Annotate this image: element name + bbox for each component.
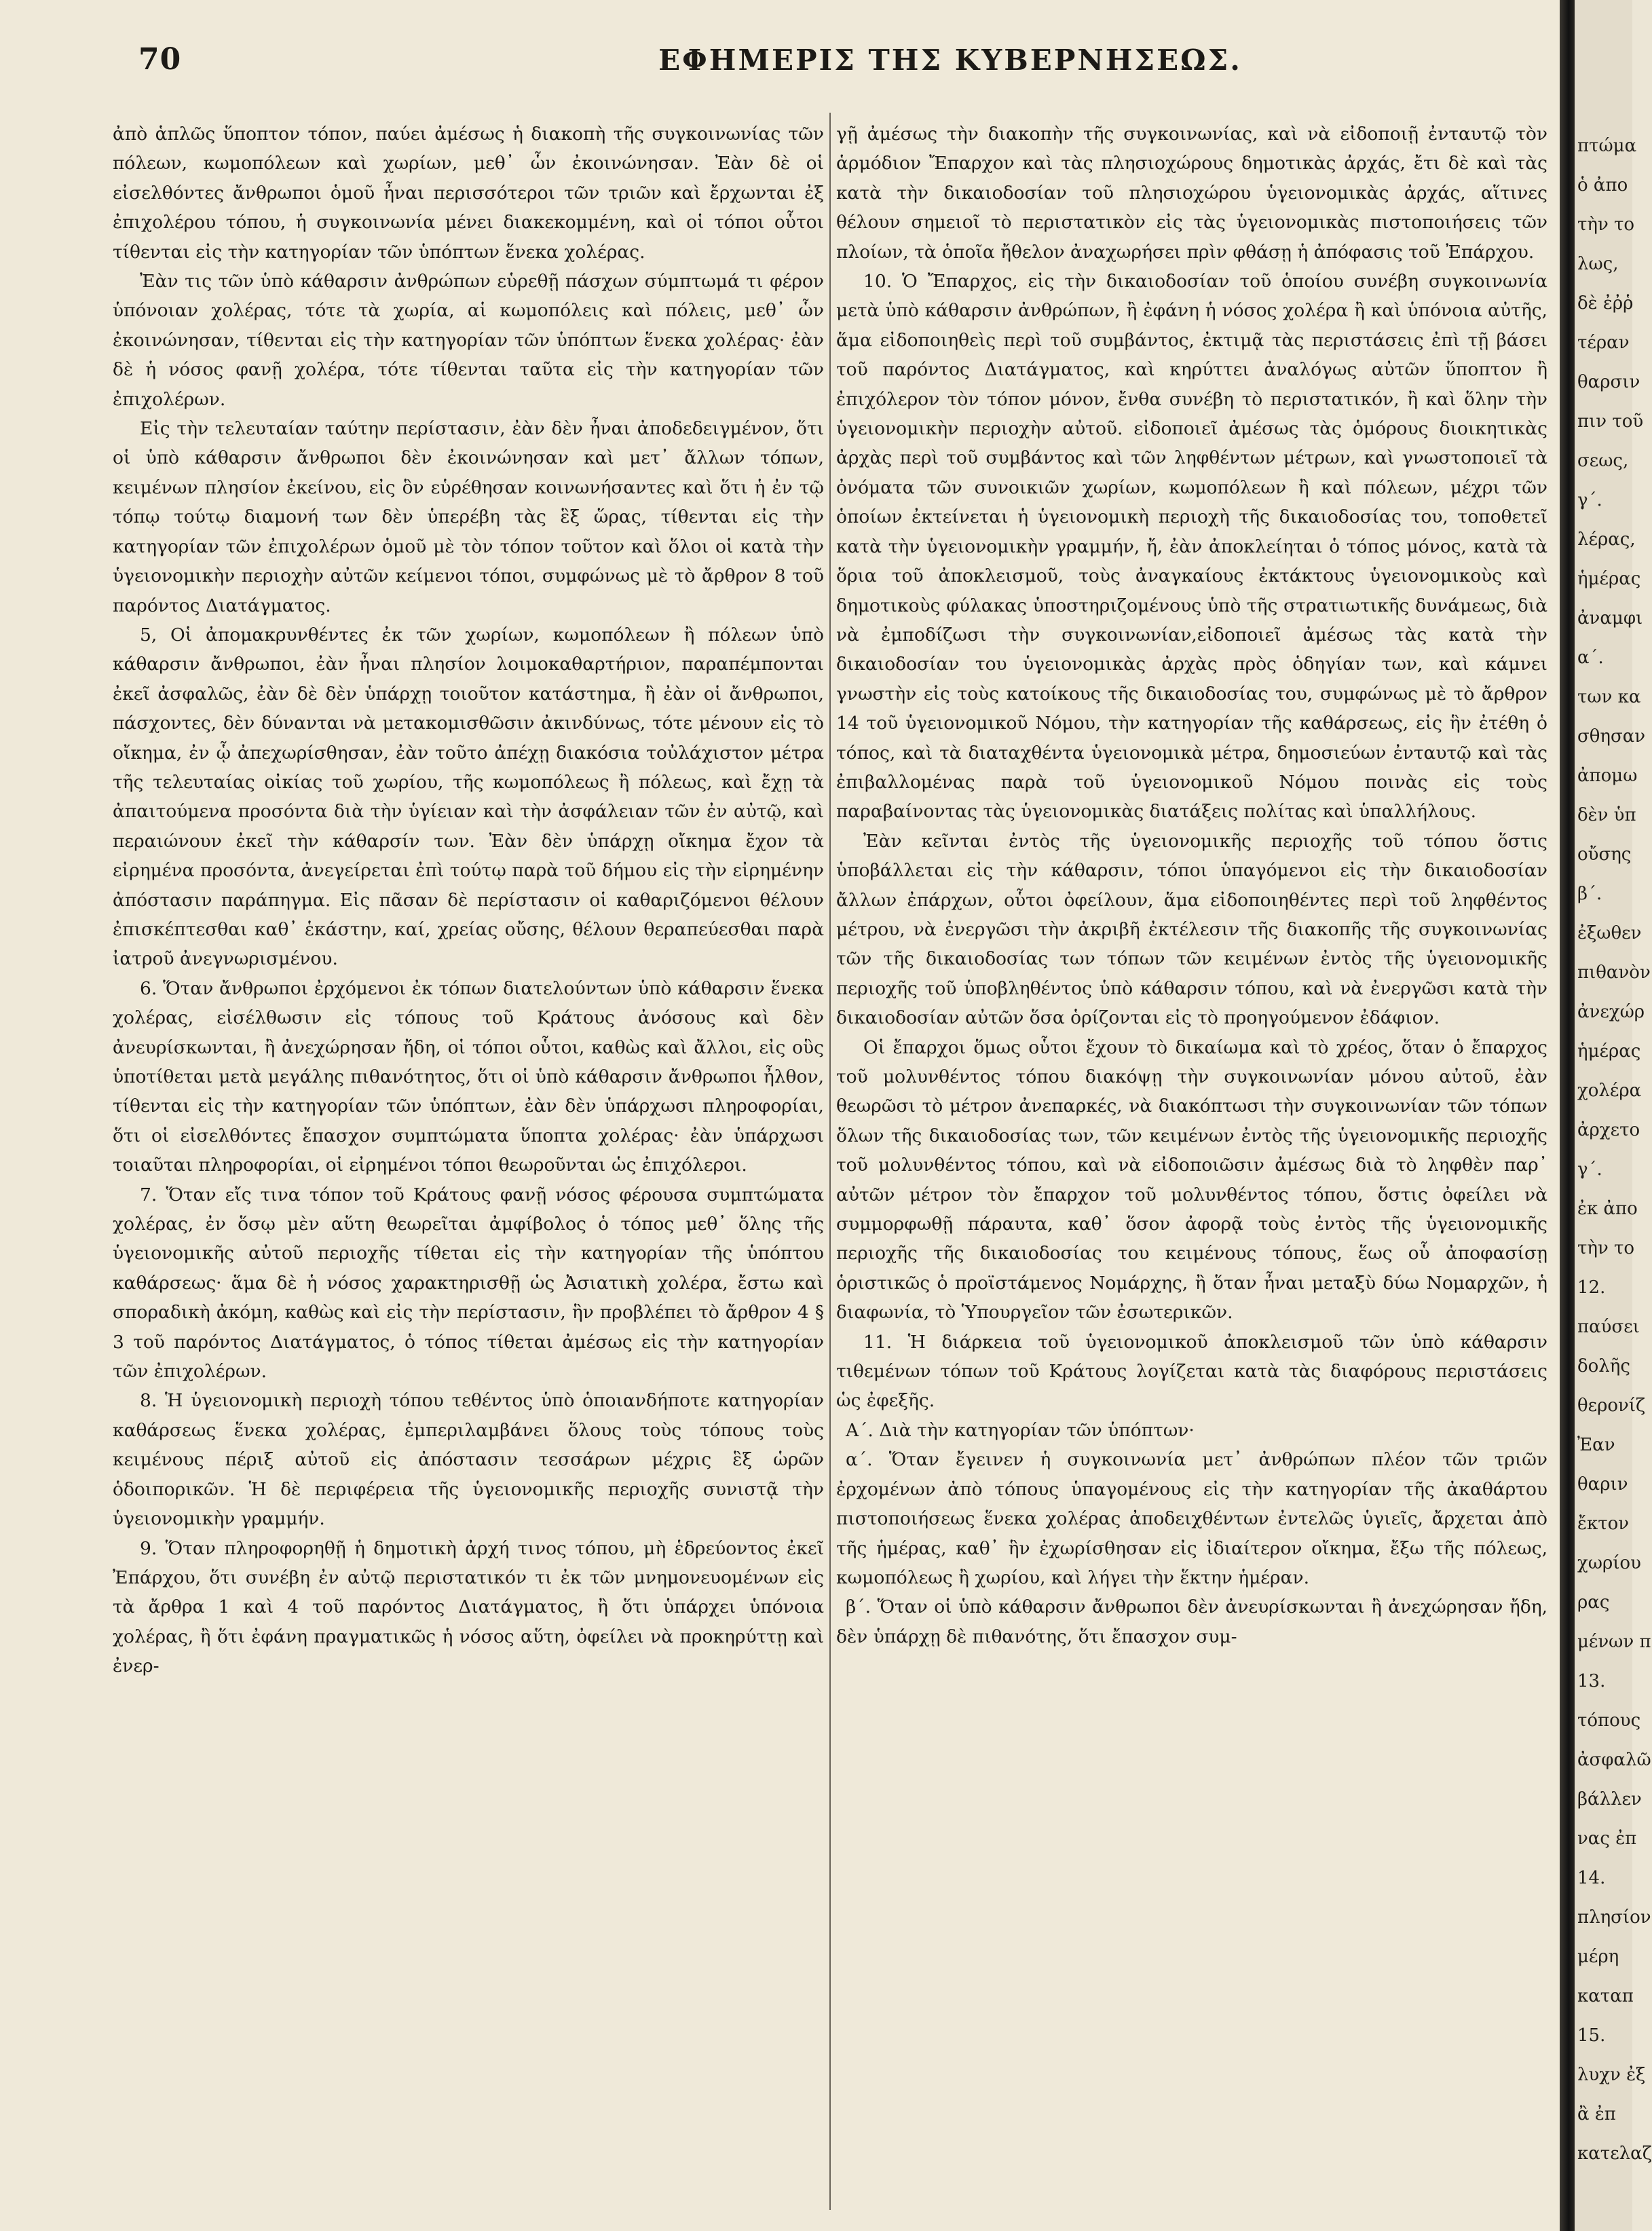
article-9: 9. Ὅταν πληροφορηθῇ ἡ δημοτικὴ ἀρχή τινος τόπου, μὴ ἑδρεύοντος ἐκεῖ Ἐπάρχου, ὅτι συνέβη ἐν αὐτῷ περιστατικόν τι ἐκ τῶν μνημονευομένων εἰς τὰ ἄρθρα 1 καὶ 4 τοῦ παρόντος Διατάγματος, ἢ ὅτι ὑπάρχει ὑπόνοια χολέρας, ἢ ὅτι ἐφάνη πραγματικῶς ἡ νόσος αὕτη, ὀφείλει νὰ προκηρύττῃ καὶ ἐνερ-	[113, 1537, 824, 1677]
adjacent-page-fragment: ἀσφαλῶ	[1577, 1750, 1651, 1770]
adjacent-page-fragment: 14.	[1577, 1868, 1606, 1888]
paragraph: Εἰς τὴν τελευταίαν ταύτην περίστασιν, ἐὰν δὲν ἦναι ἀποδεδειγμένον, ὅτι οἱ ὑπὸ κάθαρσιν ἄνθρωποι δὲν ἐκοινώνησαν καὶ μετ᾽ ἄλλων τόπων, κειμένων πλησίον ἐκείνου, εἰς ὃν εὑρέθησαν κοινωνήσαντες καὶ ὅτι ἡ ἐν τῷ τόπῳ τούτῳ διαμονή των δὲν ὑπερέβη τὰς ἓξ ὥρας, τίθενται εἰς τὴν κατηγορίαν τῶν ἐπιχολέρων ὁμοῦ μὲ τὸν τόπον τοῦτον καὶ ὅλοι οἱ κατὰ τὴν ὑγειονομικὴν περιοχὴν αὐτῶν κείμενοι τόποι, συμφώνως μὲ τὸ ἄρθρον 8 τοῦ παρόντος Διατάγματος.	[113, 418, 824, 616]
adjacent-page-fragment: θερονίζ	[1577, 1395, 1646, 1416]
adjacent-page-fragment: λυχν ἐξ	[1577, 2065, 1646, 2085]
page-number: 70	[138, 42, 182, 77]
paragraph: γῇ ἀμέσως τὴν διακοπὴν τῆς συγκοινωνίας, καὶ νὰ εἰδοποιῇ ἐνταυτῷ τὸν ἁρμόδιον Ἔπαρχον καὶ τὰς πλησιοχώρους δημοτικὰς ἀρχάς, ἔτι δὲ καὶ τὰς κατὰ τὴν δικαιοδοσίαν τοῦ πλησιοχώρου ὑγειονομικὰς ἀρχάς, αἵτινες θέλουν σημειοῖ τὸ περιστατικὸν εἰς τὰς ὑγειονομικὰς πιστοποιήσεις τῶν πλοίων, τὰ ὁποῖα ἤθελον ἀναχωρήσει πρὶν φθάσῃ ἡ ἀπόφασις τοῦ Ἐπάρχου.	[836, 124, 1547, 263]
adjacent-page-fragment: ἡμέρας	[1577, 569, 1641, 589]
subsection-a: α΄. Ὅταν ἔγεινεν ἡ συγκοινωνία μετ᾽ ἀνθρώπων πλέον τῶν τριῶν ἐρχομένων ἀπὸ τόπους ὑπαγομένους εἰς τὴν κατηγορίαν τῆς ἀκαθάρτου πιστοποιήσεως ἕνεκα χολέρας ἀποδειχθέντων ἐντελῶς ὑγιεῖς, ἄρχεται ἀπὸ τῆς ἡμέρας, καθ᾽ ἣν ἐχωρίσθησαν εἰς ἰδιαίτερον οἴκημα, ἔξω τῆς πόλεως, κωμοπόλεως ἢ χωρίου, καὶ λήγει τὴν ἕκτην ἡμέραν.	[836, 1449, 1547, 1588]
article-11: 11. Ἡ διάρκεια τοῦ ὑγειονομικοῦ ἀποκλεισμοῦ τῶν ὑπὸ κάθαρσιν τιθεμένων τόπων τοῦ Κράτους λογίζεται κατὰ τὰς διαφόρους περιστάσεις ὡς ἐφεξῆς.	[836, 1331, 1547, 1412]
adjacent-page-fragment: θαρσιν	[1577, 372, 1640, 392]
article-7: 7. Ὅταν εἴς τινα τόπον τοῦ Κράτους φανῇ νόσος φέρουσα συμπτώματα χολέρας, ἐν ὅσῳ μὲν αὕτη θεωρεῖται ἀμφίβολος ὁ τόπος μεθ᾽ ὅλης τῆς ὑγειονομικῆς αὐτοῦ περιοχῆς τίθεται εἰς τὴν κατηγορίαν τῆς ὑπόπτου καθάρσεως· ἅμα δὲ ἡ νόσος χαρακτηρισθῇ ὡς Ἀσιατικὴ χολέρα, ἔστω καὶ σποραδικὴ ἀκόμη, καθὼς καὶ εἰς τὴν περίστασιν, ἣν προβλέπει τὸ ἄρθρον 4 § 3 τοῦ παρόντος Διατάγματος, ὁ τόπος τίθεται ἀμέσως εἰς τὴν κατηγορίαν τῶν ἐπιχολέρων.	[113, 1184, 824, 1383]
column-divider	[829, 113, 831, 2210]
adjacent-page-fragment: 15.	[1577, 2025, 1606, 2046]
adjacent-page-fragment: σεως,	[1577, 451, 1629, 471]
adjacent-page-fragment: πιθανὸν	[1577, 962, 1651, 983]
adjacent-page-fragment: ἀναμφι	[1577, 608, 1643, 629]
adjacent-page-fragment: δὲ ἐῤῥ	[1577, 293, 1634, 314]
adjacent-page-fragment: δὲν ὑπ	[1577, 805, 1636, 825]
article-10: 10. Ὁ Ἔπαρχος, εἰς τὴν δικαιοδοσίαν τοῦ ὁποίου συνέβη συγκοινωνία μετὰ ὑπὸ κάθαρσιν ἀνθρώπων, ἢ ἐφάνη ἡ νόσος χολέρα ἢ καὶ ὑπόνοια αὐτῆς, ἅμα εἰδοποιηθεὶς περὶ τοῦ συμβάντος, ἐκτιμᾷ τὰς περιστάσεις ἐπὶ τῇ βάσει τοῦ παρόντος Διατάγματος, καὶ κηρύττει ἀναλόγως αὐτῶν ὕποπτον ἢ ἐπιχόλερον τὸν τόπον μόνον, ἔνθα συνέβη τὸ περιστατικόν, ἢ καὶ ὅλην τὴν ὑγειονομικὴν περιοχὴν αὐτοῦ. εἰδοποιεῖ ἀμέσως τὰς ὁμόρους διοικητικὰς ἀρχὰς περὶ τοῦ συμβάντος καὶ τῶν ληφθέντων μέτρων, καὶ γνωστοποιεῖ τὰ ὀνόματα τῶν συνοικιῶν χωρίων, κωμοπόλεων ἢ καὶ πόλεων, μέχρι τῶν ὁποίων ἐκτείνεται ἡ ὑγειονομικὴ περιοχὴ τῆς δικαιοδοσίας του, τοποθετεῖ κατὰ τὴν ὑγειονομικὴν γραμμήν, ἤ, ἐὰν ἀποκλείηται ὁ τόπος μόνος, κατὰ τὰ ὅρια τοῦ ἀποκλεισμοῦ, τοὺς ἀναγκαίους ἐκτάκτους ὑγειονομικοὺς καὶ δημοτικοὺς φύλακας ὑποστηριζομένους ὑπὸ τῆς στρατιωτικῆς δυνάμεως, διὰ νὰ ἐμποδίζωσι τὴν συγκοινωνίαν,εἰδοποιεῖ ἀμέσως τὰς κατὰ τὴν δικαιοδοσίαν του ὑγειονομικὰς ἀρχὰς πρὸς ὁδηγίαν των, καὶ κάμνει γνωστὴν εἰς τοὺς κατοίκους τῆς δικαιοδοσίας του, συμφώνως μὲ τὸ ἄρθρον 14 τοῦ ὑγειονομικοῦ Νόμου, τὴν κατηγορίαν τῆς καθάρσεως, εἰς ἣν ἐτέθη ὁ τόπος, καὶ τὰ διαταχθέντα ὑγειονομικὰ μέτρα, δημοσιεύων ἐνταυτῷ καὶ τὰς ἐπιβαλλομένας παρὰ τοῦ ὑγειονομικοῦ Νόμου ποινὰς εἰς τοὺς παραβαίνοντας τὰς ὑγειονομικὰς διατάξεις πολίτας καὶ ὑπαλλήλους.	[836, 271, 1547, 823]
adjacent-page-fragment: τέραν	[1577, 333, 1630, 353]
adjacent-page-fragment: Ἐαν	[1577, 1435, 1615, 1455]
adjacent-page-fragment: τόπους	[1577, 1710, 1641, 1731]
adjacent-page-fragment: των κα	[1577, 687, 1641, 707]
adjacent-page-fragment: τὴν το	[1577, 214, 1635, 235]
section-heading: Α΄. Διὰ τὴν κατηγορίαν τῶν ὑπόπτων·	[846, 1419, 1195, 1441]
paragraph: Ἐὰν κεῖνται ἐντὸς τῆς ὑγειονομικῆς περιοχῆς τοῦ τόπου ὅστις ὑποβάλλεται εἰς τὴν κάθαρσιν, τόποι ὑπαγόμενοι εἰς τὴν δικαιοδοσίαν ἄλλων ἐπάρχων, οὗτοι ὀφείλουν, ἅμα εἰδοποιηθέντες περὶ τοῦ ληφθέντος μέτρου, νὰ ἐνεργῶσι τὴν ἀκριβῆ ἐκτέλεσιν τῆς διακοπῆς τῆς συγκοινωνίας τῶν τῆς δικαιοδοσίας των τόπων τῶν κειμένων ἐντὸς τῆς ὑγειονομικῆς περιοχῆς τοῦ ὑποβληθέντος ὑπὸ κάθαρσιν τόπου, καὶ νὰ ἐνεργῶσι κατὰ τὴν δικαιοδοσίαν αὐτῶν ὅσα ὁρίζονται εἰς τὸ προηγούμενον ἐδάφιον.	[836, 830, 1547, 1029]
adjacent-page-edge	[1575, 0, 1652, 2231]
adjacent-page-fragment: χωρίου	[1577, 1553, 1641, 1573]
article-8: 8. Ἡ ὑγειονομικὴ περιοχὴ τόπου τεθέντος ὑπὸ ὁποιανδήποτε κατηγορίαν καθάρσεως ἕνεκα χολέρας, ἐμπεριλαμβάνει ὅλους τοὺς τόπους τοὺς κειμένους πέριξ αὐτοῦ εἰς ἀπόστασιν τεσσάρων μέχρις ἓξ ὡρῶν ὁδοιπορικῶν. Ἡ δὲ περιφέρεια τῆς ὑγειονομικῆς περιοχῆς συνιστᾷ τὴν ὑγειονομικὴν γραμμήν.	[113, 1390, 824, 1530]
adjacent-page-fragment: πτώμα	[1577, 136, 1637, 156]
page-title: ΕΦΗΜΕΡΙΣ ΤΗΣ ΚΥΒΕΡΝΗΣΕΩΣ.	[658, 43, 1242, 77]
right-column	[836, 119, 1547, 2196]
adjacent-page-fragment: τὴν το	[1577, 1238, 1635, 1258]
adjacent-page-fragment: κατελαζ	[1577, 2143, 1652, 2164]
adjacent-page-fragment: λως,	[1577, 254, 1619, 274]
adjacent-page-fragment: νας ἐπ	[1577, 1829, 1637, 1849]
adjacent-page-fragment: δολῆς	[1577, 1356, 1630, 1376]
article-6: 6. Ὅταν ἄνθρωποι ἐρχόμενοι ἐκ τόπων διατελούντων ὑπὸ κάθαρσιν ἕνεκα χολέρας, εἰσέλθωσιν εἰς τόπους τοῦ Κράτους ἀνόσους καὶ δὲν ἀνευρίσκωνται, ἢ ἀνεχώρησαν ἤδη, οἱ τόποι οὗτοι, καθὼς καὶ ἄλλοι, εἰς οὓς ὑποτίθεται μετὰ μεγάλης πιθανότητος, ὅτι οἱ ὑπὸ κάθαρσιν ἄνθρωποι ἦλθον, τίθενται εἰς τὴν κατηγορίαν τῶν ὑπόπτων, ἐὰν δὲν ὑπάρχωσι πληροφορίαι, ὅτι οἱ εἰσελθόντες ἔπασχον συμπτώματα ὕποπτα χολέρας· ἐὰν ὑπάρχωσι τοιαῦται πληροφορίαι, οἱ εἰρημένοι τόποι θεωροῦνται ὡς ἐπιχόλεροι.	[113, 977, 824, 1176]
adjacent-page-fragment: γ΄.	[1577, 490, 1602, 510]
adjacent-page-fragment: ἐξωθεν	[1577, 923, 1642, 943]
subsection-b: β΄. Ὅταν οἱ ὑπὸ κάθαρσιν ἄνθρωποι δὲν ἀνευρίσκωνται ἢ ἀνεχώρησαν ἤδη, δὲν ὑπάρχῃ δὲ πιθανότης, ὅτι ἔπασχον συμ-	[836, 1596, 1547, 1647]
adjacent-page-fragment: ρας	[1577, 1592, 1610, 1613]
adjacent-page-fragment: ἂ ἐπ	[1577, 2104, 1616, 2124]
book-binding-gutter	[1560, 0, 1575, 2231]
adjacent-page-fragment: ἀνεχώρ	[1577, 1002, 1645, 1022]
adjacent-page-fragment: ἐκ ἀπο	[1577, 1199, 1638, 1219]
adjacent-page-fragment: α΄.	[1577, 648, 1604, 668]
adjacent-page-fragment: πλησίον	[1577, 1907, 1651, 1928]
adjacent-page-fragment: μέρη	[1577, 1947, 1619, 1967]
adjacent-page-fragment: λέρας,	[1577, 529, 1636, 550]
adjacent-page-fragment: 13.	[1577, 1671, 1606, 1691]
adjacent-page-fragment: ἀρχετο	[1577, 1120, 1640, 1140]
adjacent-page-fragment: 12.	[1577, 1277, 1606, 1298]
adjacent-page-fragment: μένων π	[1577, 1632, 1651, 1652]
adjacent-page-fragment: θαριν	[1577, 1474, 1628, 1495]
paragraph: Οἱ ἔπαρχοι ὅμως οὗτοι ἔχουν τὸ δικαίωμα καὶ τὸ χρέος, ὅταν ὁ ἔπαρχος τοῦ μολυνθέντος τόπου διακόψῃ τὴν συγκοινωνίαν μόνου αὐτοῦ, ἐὰν θεωρῶσι τὸ μέτρον ἀνεπαρκές, νὰ διακόπτωσι τὴν συγκοινωνίαν τῶν τόπων ὅλων τῆς δικαιοδοσίας των, τῶν κειμένων ἐντὸς τῆς ὑγειονομικῆς περιοχῆς τοῦ μολυνθέντος τόπου, καὶ νὰ εἰδοποιῶσιν ἀμέσως διὰ τὸ ληφθὲν παρ᾽ αὐτῶν μέτρον τὸν ἔπαρχον τοῦ μολυνθέντος τόπου, ὅστις ὀφείλει νὰ συμμορφωθῇ πάραυτα, καθ᾽ ὅσον ἀφορᾷ τοὺς ἐντὸς τῆς ὑγειονομικῆς περιοχῆς τῆς δικαιοδοσίας του κειμένους τόπους, ἕως οὗ ἀποφασίσῃ ὁριστικῶς ὁ προϊστάμενος Νομάρχης, ἢ ὅταν ἦναι μεταξὺ δύω Νομαρχῶν, ἡ διαφωνία, τὸ Ὑπουργεῖον τῶν ἐσωτερικῶν.	[836, 1036, 1547, 1324]
adjacent-page-fragment: βάλλεν	[1577, 1789, 1642, 1810]
adjacent-page-fragment: οὔσης	[1577, 844, 1632, 865]
adjacent-page-fragment: καταπ	[1577, 1986, 1634, 2006]
adjacent-page-fragment: ἀπομω	[1577, 766, 1638, 786]
adjacent-page-fragment: γ΄.	[1577, 1159, 1602, 1180]
adjacent-page-fragment: χολέρα	[1577, 1081, 1642, 1101]
left-column	[113, 119, 824, 2196]
article-5: 5, Οἱ ἀπομακρυνθέντες ἐκ τῶν χωρίων, κωμοπόλεων ἢ πόλεων ὑπὸ κάθαρσιν ἄνθρωποι, ἐὰν ἦναι πλησίον λοιμοκαθαρτήριον, παραπέμπονται ἐκεῖ ἀσφαλῶς, ἐὰν δὲ δὲν ὑπάρχῃ τοιοῦτον κατάστημα, ἢ ἐὰν οἱ ἄνθρωποι, πάσχοντες, δὲν δύνανται νὰ μετακομισθῶσιν ἀκινδύνως, τότε μένουν εἰς τὸ οἴκημα, ἐν ᾧ ἀπεχωρίσθησαν, ἐὰν τοῦτο ἀπέχῃ διακόσια τοὐλάχιστον μέτρα τῆς τελευταίας οἰκίας τοῦ χωρίου, τῆς κωμοπόλεως ἢ πόλεως, καὶ ἔχῃ τὰ ἀπαιτούμενα προσόντα διὰ τὴν ὑγίειαν καὶ τὴν ἀσφάλειαν τῶν ἐν αὐτῷ, καὶ περαιώνουν ἐκεῖ τὴν κάθαρσίν των. Ἐὰν δὲν ὑπάρχῃ οἴκημα ἔχον τὰ εἰρημένα προσόντα, ἀνεγείρεται ἐπὶ τούτῳ παρὰ τοῦ δήμου εἰς τὴν εἰρημένην ἀπόστασιν παράπηγμα. Εἰς πᾶσαν δὲ περίστασιν οἱ καθαριζόμενοι θέλουν ἐπισκέπτεσθαι καθ᾽ ἑκάστην, καί, χρείας οὔσης, θέλουν θεραπεύεσθαι παρὰ ἰατροῦ ἀνεγνωρισμένου.	[113, 624, 824, 970]
adjacent-page-fragment: παύσει	[1577, 1317, 1640, 1337]
adjacent-page-fragment: πιν τοῦ	[1577, 411, 1644, 432]
adjacent-page-fragment: β΄.	[1577, 884, 1602, 904]
adjacent-page-fragment: σθησαν	[1577, 726, 1646, 747]
paragraph: ἀπὸ ἁπλῶς ὕποπτον τόπον, παύει ἀμέσως ἡ διακοπὴ τῆς συγκοινωνίας τῶν πόλεων, κωμοπόλεων καὶ χωρίων, μεθ᾽ ὧν ἐκοινώνησαν. Ἐὰν δὲ οἱ εἰσελθόντες ἄνθρωποι ὁμοῦ ἦναι περισσότεροι τῶν τριῶν καὶ ἔρχωνται ἐξ ἐπιχολέρου τόπου, ἡ συγκοινωνία μένει διακεκομμένη, καὶ οἱ τόποι οὗτοι τίθενται εἰς τὴν κατηγορίαν τῶν ὑπόπτων ἕνεκα χολέρας.	[113, 124, 824, 263]
adjacent-page-fragment: ἡμέρας	[1577, 1041, 1641, 1062]
paragraph: Ἐὰν τις τῶν ὑπὸ κάθαρσιν ἀνθρώπων εὑρεθῇ πάσχων σύμπτωμά τι φέρον ὑπόνοιαν χολέρας, τότε τὰ χωρία, αἱ κωμοπόλεις καὶ πόλεις, μεθ᾽ ὧν ἐκοινώνησαν, τίθενται εἰς τὴν κατηγορίαν τῶν ὑπόπτων ἕνεκα χολέρας· ἐὰν δὲ ἡ νόσος φανῇ χολέρα, τότε τίθενται ταῦτα εἰς τὴν κατηγορίαν τῶν ἐπιχολέρων.	[113, 271, 824, 410]
adjacent-page-fragment: ἔκτον	[1577, 1514, 1630, 1534]
adjacent-page-fragment: ὁ ἀπο	[1577, 175, 1628, 195]
